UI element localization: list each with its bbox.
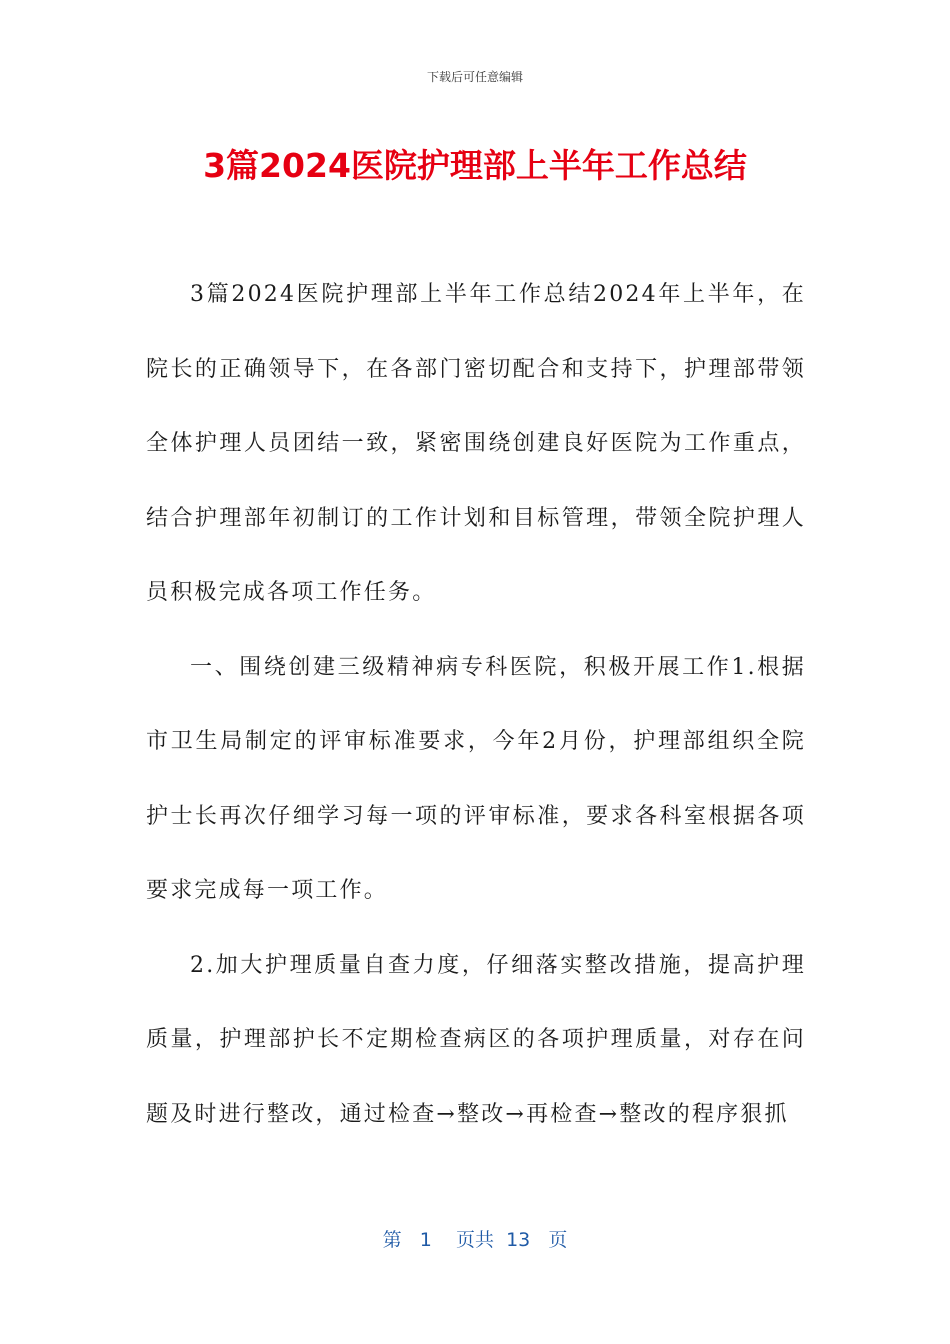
footer-total-pages: 13 [506, 1229, 531, 1251]
paragraph-item-two: 2.加大护理质量自查力度，仔细落实整改措施，提高护理质量，护理部护长不定期检查病区的各项护理质量，对存在问题及时进行整改，通过检查→整改→再检查→整改的程序狠抓 [146, 952, 806, 1127]
footer-current-page: 1 [419, 1229, 432, 1251]
header-note: 下载后可任意编辑 [426, 70, 523, 84]
footer-label-pages: 页 [548, 1229, 568, 1251]
paragraph-section-one: 一、围绕创建三级精神病专科医院，积极开展工作1.根据市卫生局制定的评审标准要求，今年2月份，护理部组织全院护士长再次仔细学习每一项的评审标准，要求各科室根据各项要求完成每一项工作。 [146, 654, 806, 903]
document-title: 3篇2024医院护理部上半年工作总结 [203, 146, 747, 185]
footer-label-page: 第 [382, 1229, 402, 1251]
footer-label-of: 页共 [455, 1229, 494, 1251]
page-footer [0, 1225, 950, 1252]
document-body [146, 258, 806, 1152]
paragraph-intro: 3篇2024医院护理部上半年工作总结2024年上半年，在院长的正确领导下，在各部门密切配合和支持下，护理部带领全体护理人员团结一致，紧密围绕创建良好医院为工作重点，结合护理部年初制订的工作计划和目标管理，带领全院护理人员积极完成各项工作任务。 [146, 282, 806, 605]
